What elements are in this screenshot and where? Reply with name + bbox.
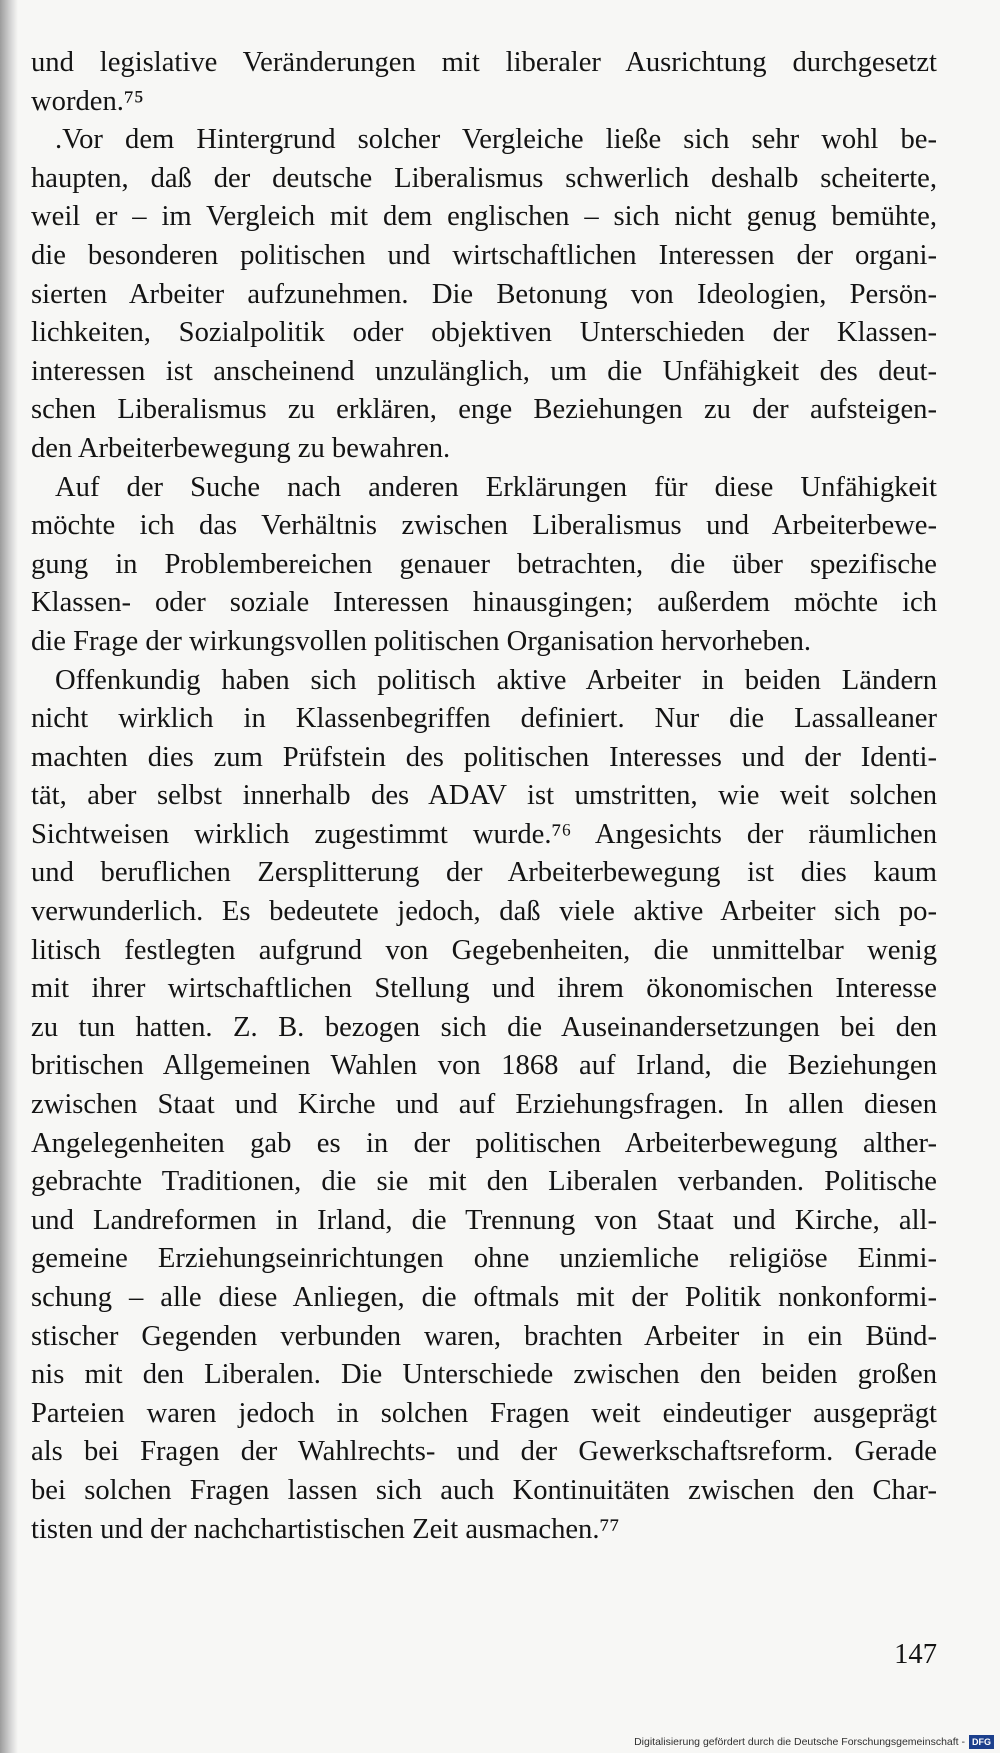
text-line: gemeine Erziehungseinrichtungen ohne unziemliche religiöse Einmi- <box>31 1243 937 1275</box>
text-line: sierten Arbeiter aufzunehmen. Die Betonung von Ideologien, Persön- <box>31 278 937 310</box>
text-line: gebrachte Traditionen, die sie mit den Liberalen verbanden. Politische <box>31 1166 937 1198</box>
text-line: haupten, daß der deutsche Liberalismus schwerlich deshalb scheiterte, <box>31 162 937 194</box>
text-line: Angelegenheiten gab es in der politischen Arbeiterbewegung alther- <box>31 1127 937 1159</box>
text-line: .Vor dem Hintergrund solcher Vergleiche ließe sich sehr wohl be- <box>55 124 937 156</box>
text-line: Offenkundig haben sich politisch aktive Arbeiter in beiden Ländern <box>55 664 937 696</box>
text-line: die Frage der wirkungsvollen politischen Organisation hervorheben. <box>31 625 812 657</box>
text-line: worden.⁷⁵ <box>31 85 144 117</box>
text-line: weil er – im Vergleich mit dem englischen – sich nicht genug bemühte, <box>31 201 937 233</box>
text-line: Sichtweisen wirklich zugestimmt wurde.⁷⁶ Angesichts der räumlichen <box>31 818 937 850</box>
text-line: Klassen- oder soziale Interessen hinausgingen; außerdem möchte ich <box>31 587 937 619</box>
text-line: tisten und der nachchartistischen Zeit ausmachen.⁷⁷ <box>31 1513 620 1545</box>
text-line: stischer Gegenden verbunden waren, brachten Arbeiter in ein Bünd- <box>31 1320 937 1352</box>
text-line: lichkeiten, Sozialpolitik oder objektiven Unterschieden der Klassen- <box>31 317 937 349</box>
text-line: machten dies zum Prüfstein des politischen Interesses und der Identi- <box>31 741 937 773</box>
text-line: und legislative Veränderungen mit liberaler Ausrichtung durchgesetzt <box>31 47 937 78</box>
footer-credit: Digitalisierung gefördert durch die Deutsche Forschungsgemeinschaft - <box>634 1736 965 1748</box>
binding-shadow <box>0 0 18 1753</box>
text-line: tät, aber selbst innerhalb des ADAV ist umstritten, wie weit solchen <box>31 780 937 812</box>
text-line: nis mit den Liberalen. Die Unterschiede zwischen den beiden großen <box>31 1359 937 1391</box>
text-line: Auf der Suche nach anderen Erklärungen für diese Unfähigkeit <box>55 471 937 503</box>
text-line: den Arbeiterbewegung zu bewahren. <box>31 432 451 464</box>
dfg-logo-icon: DFG <box>969 1735 994 1749</box>
text-line: mit ihrer wirtschaftlichen Stellung und ihrem ökonomischen Interesse <box>31 973 937 1005</box>
text-line: interessen ist anscheinend unzulänglich, um die Unfähigkeit des deut- <box>31 355 937 387</box>
text-line: zwischen Staat und Kirche und auf Erziehungsfragen. In allen diesen <box>31 1089 937 1121</box>
text-line: und Landreformen in Irland, die Trennung von Staat und Kirche, all- <box>31 1204 937 1236</box>
body-text <box>31 44 937 1549</box>
text-line: die besonderen politischen und wirtschaftlichen Interessen der organi- <box>31 239 937 271</box>
text-line: Parteien waren jedoch in solchen Fragen weit eindeutiger ausgeprägt <box>31 1397 937 1429</box>
text-line: nicht wirklich in Klassenbegriffen definiert. Nur die Lassalleaner <box>31 703 937 735</box>
digitization-footer <box>0 1731 1000 1753</box>
text-line: verwunderlich. Es bedeutete jedoch, daß viele aktive Arbeiter sich po- <box>31 896 937 928</box>
page-number: 147 <box>894 1639 937 1670</box>
text-line: gung in Problembereichen genauer betrachten, die über spezifische <box>31 548 937 580</box>
text-line: schung – alle diese Anliegen, die oftmals mit der Politik nonkonformi- <box>31 1282 937 1313</box>
text-line: und beruflichen Zersplitterung der Arbeiterbewegung ist dies kaum <box>31 857 937 889</box>
text-line: zu tun hatten. Z. B. bezogen sich die Auseinandersetzungen bei den <box>31 1011 937 1043</box>
text-line: schen Liberalismus zu erklären, enge Beziehungen zu der aufsteigen- <box>31 394 937 426</box>
text-line: bei solchen Fragen lassen sich auch Kontinuitäten zwischen den Char- <box>31 1474 937 1506</box>
text-line: als bei Fragen der Wahlrechts- und der Gewerkschaftsreform. Gerade <box>31 1436 937 1468</box>
text-line: möchte ich das Verhältnis zwischen Liberalismus und Arbeiterbewe- <box>31 510 937 542</box>
text-line: britischen Allgemeinen Wahlen von 1868 auf Irland, die Beziehungen <box>31 1050 937 1082</box>
text-line: litisch festlegten aufgrund von Gegebenheiten, die unmittelbar wenig <box>31 934 937 966</box>
